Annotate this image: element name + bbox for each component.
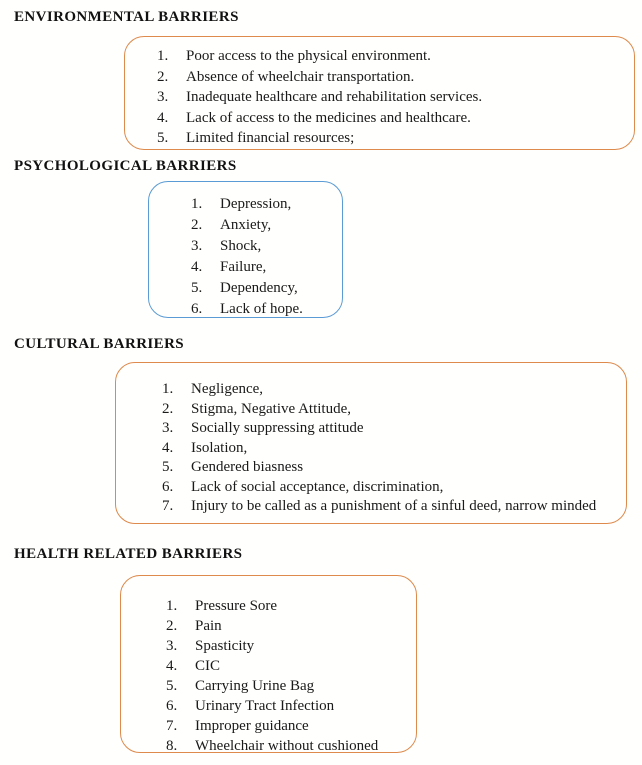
list-item-text: Lack of social acceptance, discrimination, [191, 478, 444, 495]
list-item-number: 2. [162, 400, 174, 417]
list-item-number: 5. [191, 280, 203, 296]
list-item-text: Gendered biasness [191, 459, 304, 475]
list-item-number: 3. [162, 420, 174, 436]
list-item-text: Improper guidance [195, 718, 309, 734]
list-item [166, 696, 410, 716]
list-item [166, 736, 410, 756]
list-item-text: Limited financial resources; [186, 130, 355, 146]
list-item [191, 257, 336, 278]
psychological-barriers-list [149, 182, 342, 317]
list-item [157, 108, 628, 129]
list-item-text: Stigma, Negative Attitude, [191, 400, 351, 417]
list-item-number: 5. [157, 130, 169, 146]
list-item-number: 7. [162, 498, 174, 514]
list-item [166, 656, 410, 676]
list-item-number: 2. [157, 68, 169, 85]
list-item-text: Poor access to the physical environment. [186, 48, 431, 64]
section-heading-environmental: ENVIRONMENTAL BARRIERS [14, 9, 239, 25]
list-item-text: Pressure Sore [195, 598, 278, 614]
list-item-text: Pain [195, 618, 222, 634]
list-item [162, 458, 620, 478]
list-item-text: Socially suppressing attitude [191, 420, 364, 436]
list-item-number: 3. [157, 89, 169, 105]
list-item [162, 380, 620, 400]
section-heading-health-related: HEALTH RELATED BARRIERS [14, 546, 243, 562]
list-item [157, 87, 628, 108]
list-item-text: Absence of wheelchair transportation. [186, 68, 415, 85]
psychological-barriers-box [148, 181, 343, 318]
list-item-text: Injury to be called as a punishment of a sinful deed, narrow minded [191, 498, 597, 514]
list-item [166, 636, 410, 656]
list-item [157, 67, 628, 88]
list-item-number: 6. [191, 301, 203, 317]
list-item [166, 676, 410, 696]
list-item-number: 2. [191, 217, 203, 233]
list-item-number: 1. [166, 598, 178, 614]
list-item-number: 4. [191, 259, 203, 275]
list-item-text: Wheelchair without cushioned [195, 738, 379, 754]
list-item-text: Negligence, [191, 381, 264, 397]
list-item-number: 1. [191, 196, 203, 212]
section-heading-cultural: CULTURAL BARRIERS [14, 336, 185, 352]
list-item [191, 215, 336, 236]
list-item-number: 7. [166, 718, 178, 734]
list-item-number: 6. [162, 478, 174, 495]
section-heading-psychological: PSYCHOLOGICAL BARRIERS [14, 158, 237, 174]
cultural-barriers-list [116, 363, 626, 523]
list-item [191, 236, 336, 257]
list-item-text: Spasticity [195, 638, 255, 654]
list-item [162, 419, 620, 439]
list-item-text: Lack of access to the medicines and healthcare. [186, 109, 471, 126]
list-item-number: 6. [166, 698, 178, 714]
list-item-text: Urinary Tract Infection [195, 698, 335, 714]
list-item-text: Isolation, [191, 439, 248, 456]
list-item-text: CIC [195, 658, 221, 674]
list-item [162, 478, 620, 498]
environmental-barriers-list [125, 37, 634, 149]
list-item-number: 1. [157, 48, 169, 64]
list-item-text: Dependency, [220, 280, 298, 296]
list-item-number: 5. [166, 678, 178, 694]
list-item-number: 2. [166, 618, 178, 634]
list-item [166, 596, 410, 616]
list-item [191, 278, 336, 299]
list-item [162, 497, 620, 517]
health-related-barriers-box [120, 575, 417, 753]
list-item [191, 194, 336, 215]
list-item-number: 3. [166, 638, 178, 654]
list-item-text: Anxiety, [220, 217, 272, 233]
environmental-barriers-box [124, 36, 635, 150]
list-item-number: 1. [162, 381, 174, 397]
list-item-text: Depression, [220, 196, 292, 212]
list-item [162, 400, 620, 420]
list-item-number: 5. [162, 459, 174, 475]
list-item [157, 46, 628, 67]
list-item-text: Inadequate healthcare and rehabilitation services. [186, 89, 483, 105]
list-item-number: 8. [166, 738, 178, 754]
list-item [162, 439, 620, 459]
list-item [166, 616, 410, 636]
cultural-barriers-box [115, 362, 627, 524]
health-related-barriers-list [121, 576, 416, 752]
list-item [191, 299, 336, 320]
list-item-number: 4. [162, 439, 174, 456]
list-item-text: Lack of hope. [220, 301, 303, 317]
list-item-text: Carrying Urine Bag [195, 678, 315, 694]
list-item-text: Shock, [220, 238, 262, 254]
list-item [166, 716, 410, 736]
list-item-number: 3. [191, 238, 203, 254]
list-item-text: Failure, [220, 259, 267, 275]
list-item-number: 4. [157, 109, 169, 126]
list-item [157, 128, 628, 149]
list-item-number: 4. [166, 658, 178, 674]
